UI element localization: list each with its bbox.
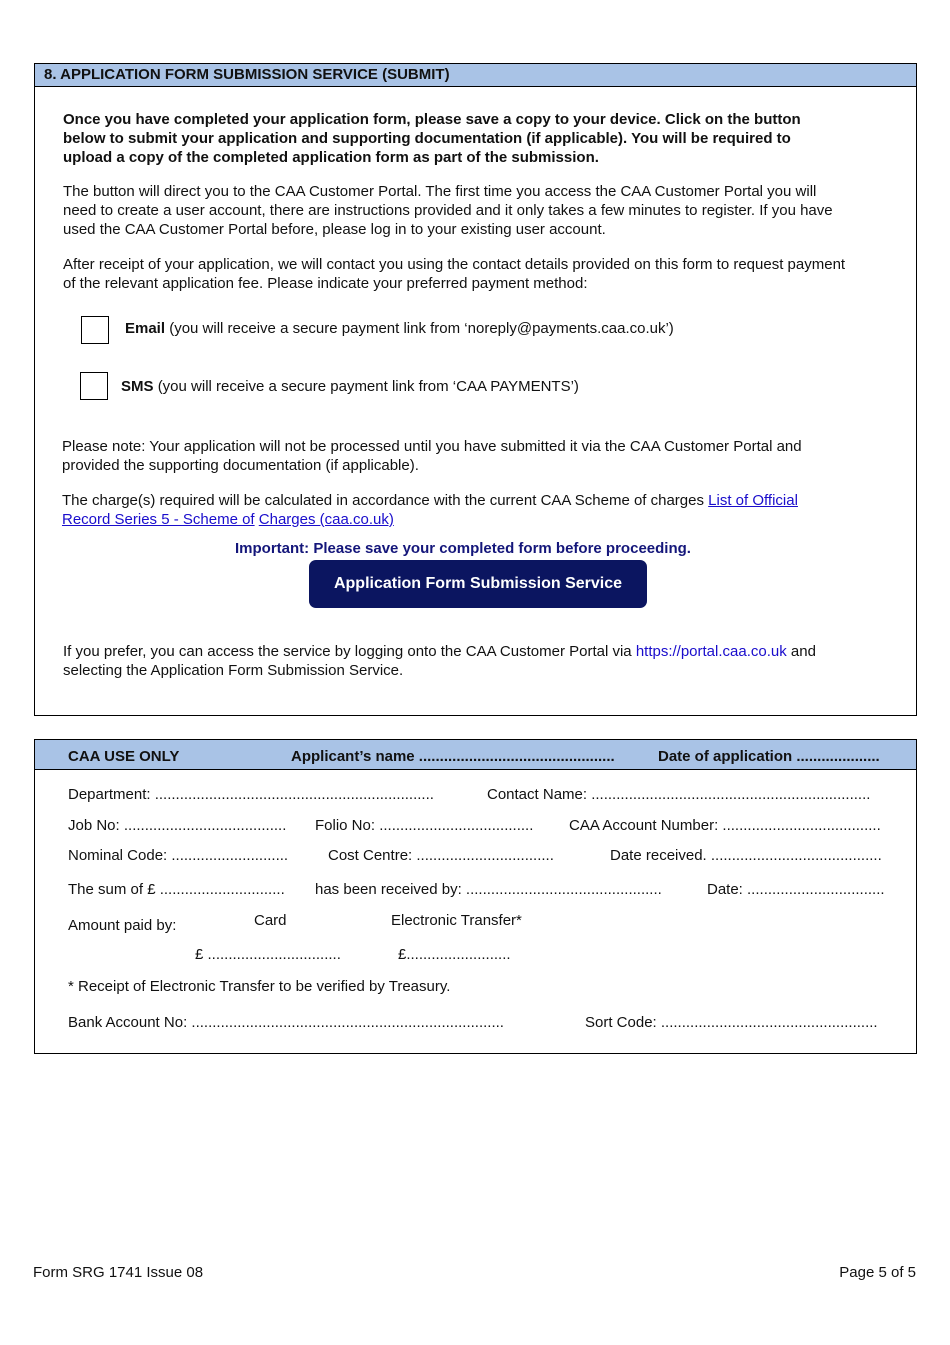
applicant-name-field[interactable]: Applicant’s name ............................................... <box>291 748 615 765</box>
sum-field[interactable]: The sum of £ .............................. <box>68 881 285 898</box>
prefer-and: and <box>790 643 816 660</box>
sms-payment-checkbox[interactable] <box>80 372 108 400</box>
important-notice: Important: Please save your completed form before proceeding. <box>235 540 691 557</box>
department-field[interactable]: Department: ................................................................... <box>68 786 434 803</box>
cost-centre-field[interactable]: Cost Centre: ................................. <box>328 847 554 864</box>
charges-link-part-1[interactable]: List of Official <box>708 492 798 509</box>
date-received-field[interactable]: Date received. ......................................... <box>610 847 882 864</box>
application-form-submission-button[interactable]: Application Form Submission Service <box>309 560 647 608</box>
receipt-line-2: of the relevant application fee. Please indicate your preferred payment method: <box>63 275 588 292</box>
prefer-text: If you prefer, you can access the service by logging onto the CAA Customer Portal via <box>63 643 632 660</box>
please-note-paragraph <box>62 437 802 475</box>
portal-line-1: The button will direct you to the CAA Customer Portal. The first time you access the CAA Customer Portal you will <box>63 183 817 200</box>
received-by-field[interactable]: has been received by: ............................................... <box>315 881 662 898</box>
contact-name-field[interactable]: Contact Name: ................................................................... <box>487 786 871 803</box>
transfer-amount-field[interactable]: £......................... <box>398 946 511 963</box>
electronic-transfer-label: Electronic Transfer* <box>391 912 522 929</box>
folio-no-field[interactable]: Folio No: ..................................... <box>315 817 534 834</box>
email-label: Email <box>125 320 166 337</box>
charges-link-part-2[interactable]: Record Series 5 - Scheme of <box>62 511 255 528</box>
email-payment-checkbox[interactable] <box>81 316 109 344</box>
page-number: Page 5 of 5 <box>839 1264 916 1281</box>
portal-line-3: used the CAA Customer Portal before, please log in to your existing user account. <box>63 221 606 238</box>
email-option-label <box>125 320 674 337</box>
amount-paid-by-label: Amount paid by: <box>68 917 177 934</box>
receipt-paragraph <box>63 255 845 293</box>
prefer-paragraph <box>63 642 816 680</box>
intro-line-3: upload a copy of the completed application form as part of the submission. <box>63 149 599 166</box>
sms-note: (you will receive a secure payment link from ‘CAA PAYMENTS’) <box>157 378 579 395</box>
sort-code-field[interactable]: Sort Code: .................................................... <box>585 1014 878 1031</box>
charges-text: The charge(s) required will be calculated in accordance with the current CAA Scheme of charges <box>62 492 704 509</box>
card-amount-field[interactable]: £ ................................ <box>195 946 341 963</box>
intro-line-2: below to submit your application and supporting documentation (if applicable). You will be required to <box>63 130 791 147</box>
intro-paragraph <box>63 110 801 167</box>
sms-option-label <box>121 378 579 395</box>
date-of-application-field[interactable]: Date of application .................... <box>658 748 880 765</box>
caa-use-title: CAA USE ONLY <box>68 748 180 765</box>
email-note: (you will receive a secure payment link from ‘noreply@payments.caa.co.uk’) <box>169 320 674 337</box>
nominal-code-field[interactable]: Nominal Code: ............................ <box>68 847 289 864</box>
section-8-title: 8. APPLICATION FORM SUBMISSION SERVICE (SUBMIT) <box>44 66 450 83</box>
note-line-1: Please note: Your application will not be processed until you have submitted it via the CAA Customer Portal and <box>62 438 802 455</box>
portal-link[interactable]: https://portal.caa.co.uk <box>635 643 787 660</box>
card-label: Card <box>254 912 287 929</box>
charges-paragraph <box>62 491 798 529</box>
intro-line-1: Once you have completed your application form, please save a copy to your device. Click on the button <box>63 111 801 128</box>
portal-paragraph <box>63 182 833 239</box>
receipt-verification-note: * Receipt of Electronic Transfer to be verified by Treasury. <box>68 978 451 995</box>
prefer-line-2: selecting the Application Form Submission Service. <box>63 662 404 679</box>
job-no-field[interactable]: Job No: ....................................... <box>68 817 287 834</box>
bank-account-field[interactable]: Bank Account No: ........................................................................... <box>68 1014 504 1031</box>
portal-line-2: need to create a user account, there are instructions provided and it only takes a few minutes to register. If you have <box>63 202 833 219</box>
note-line-2: provided the supporting documentation (if applicable). <box>62 457 419 474</box>
charges-link-part-3[interactable]: Charges (caa.co.uk) <box>258 511 394 528</box>
form-identifier: Form SRG 1741 Issue 08 <box>33 1264 204 1281</box>
receipt-line-1: After receipt of your application, we will contact you using the contact details provided on this form to request payment <box>63 256 846 273</box>
sms-label: SMS <box>121 378 154 395</box>
caa-account-number-field[interactable]: CAA Account Number: ...................................... <box>569 817 881 834</box>
date-field[interactable]: Date: ................................. <box>707 881 885 898</box>
